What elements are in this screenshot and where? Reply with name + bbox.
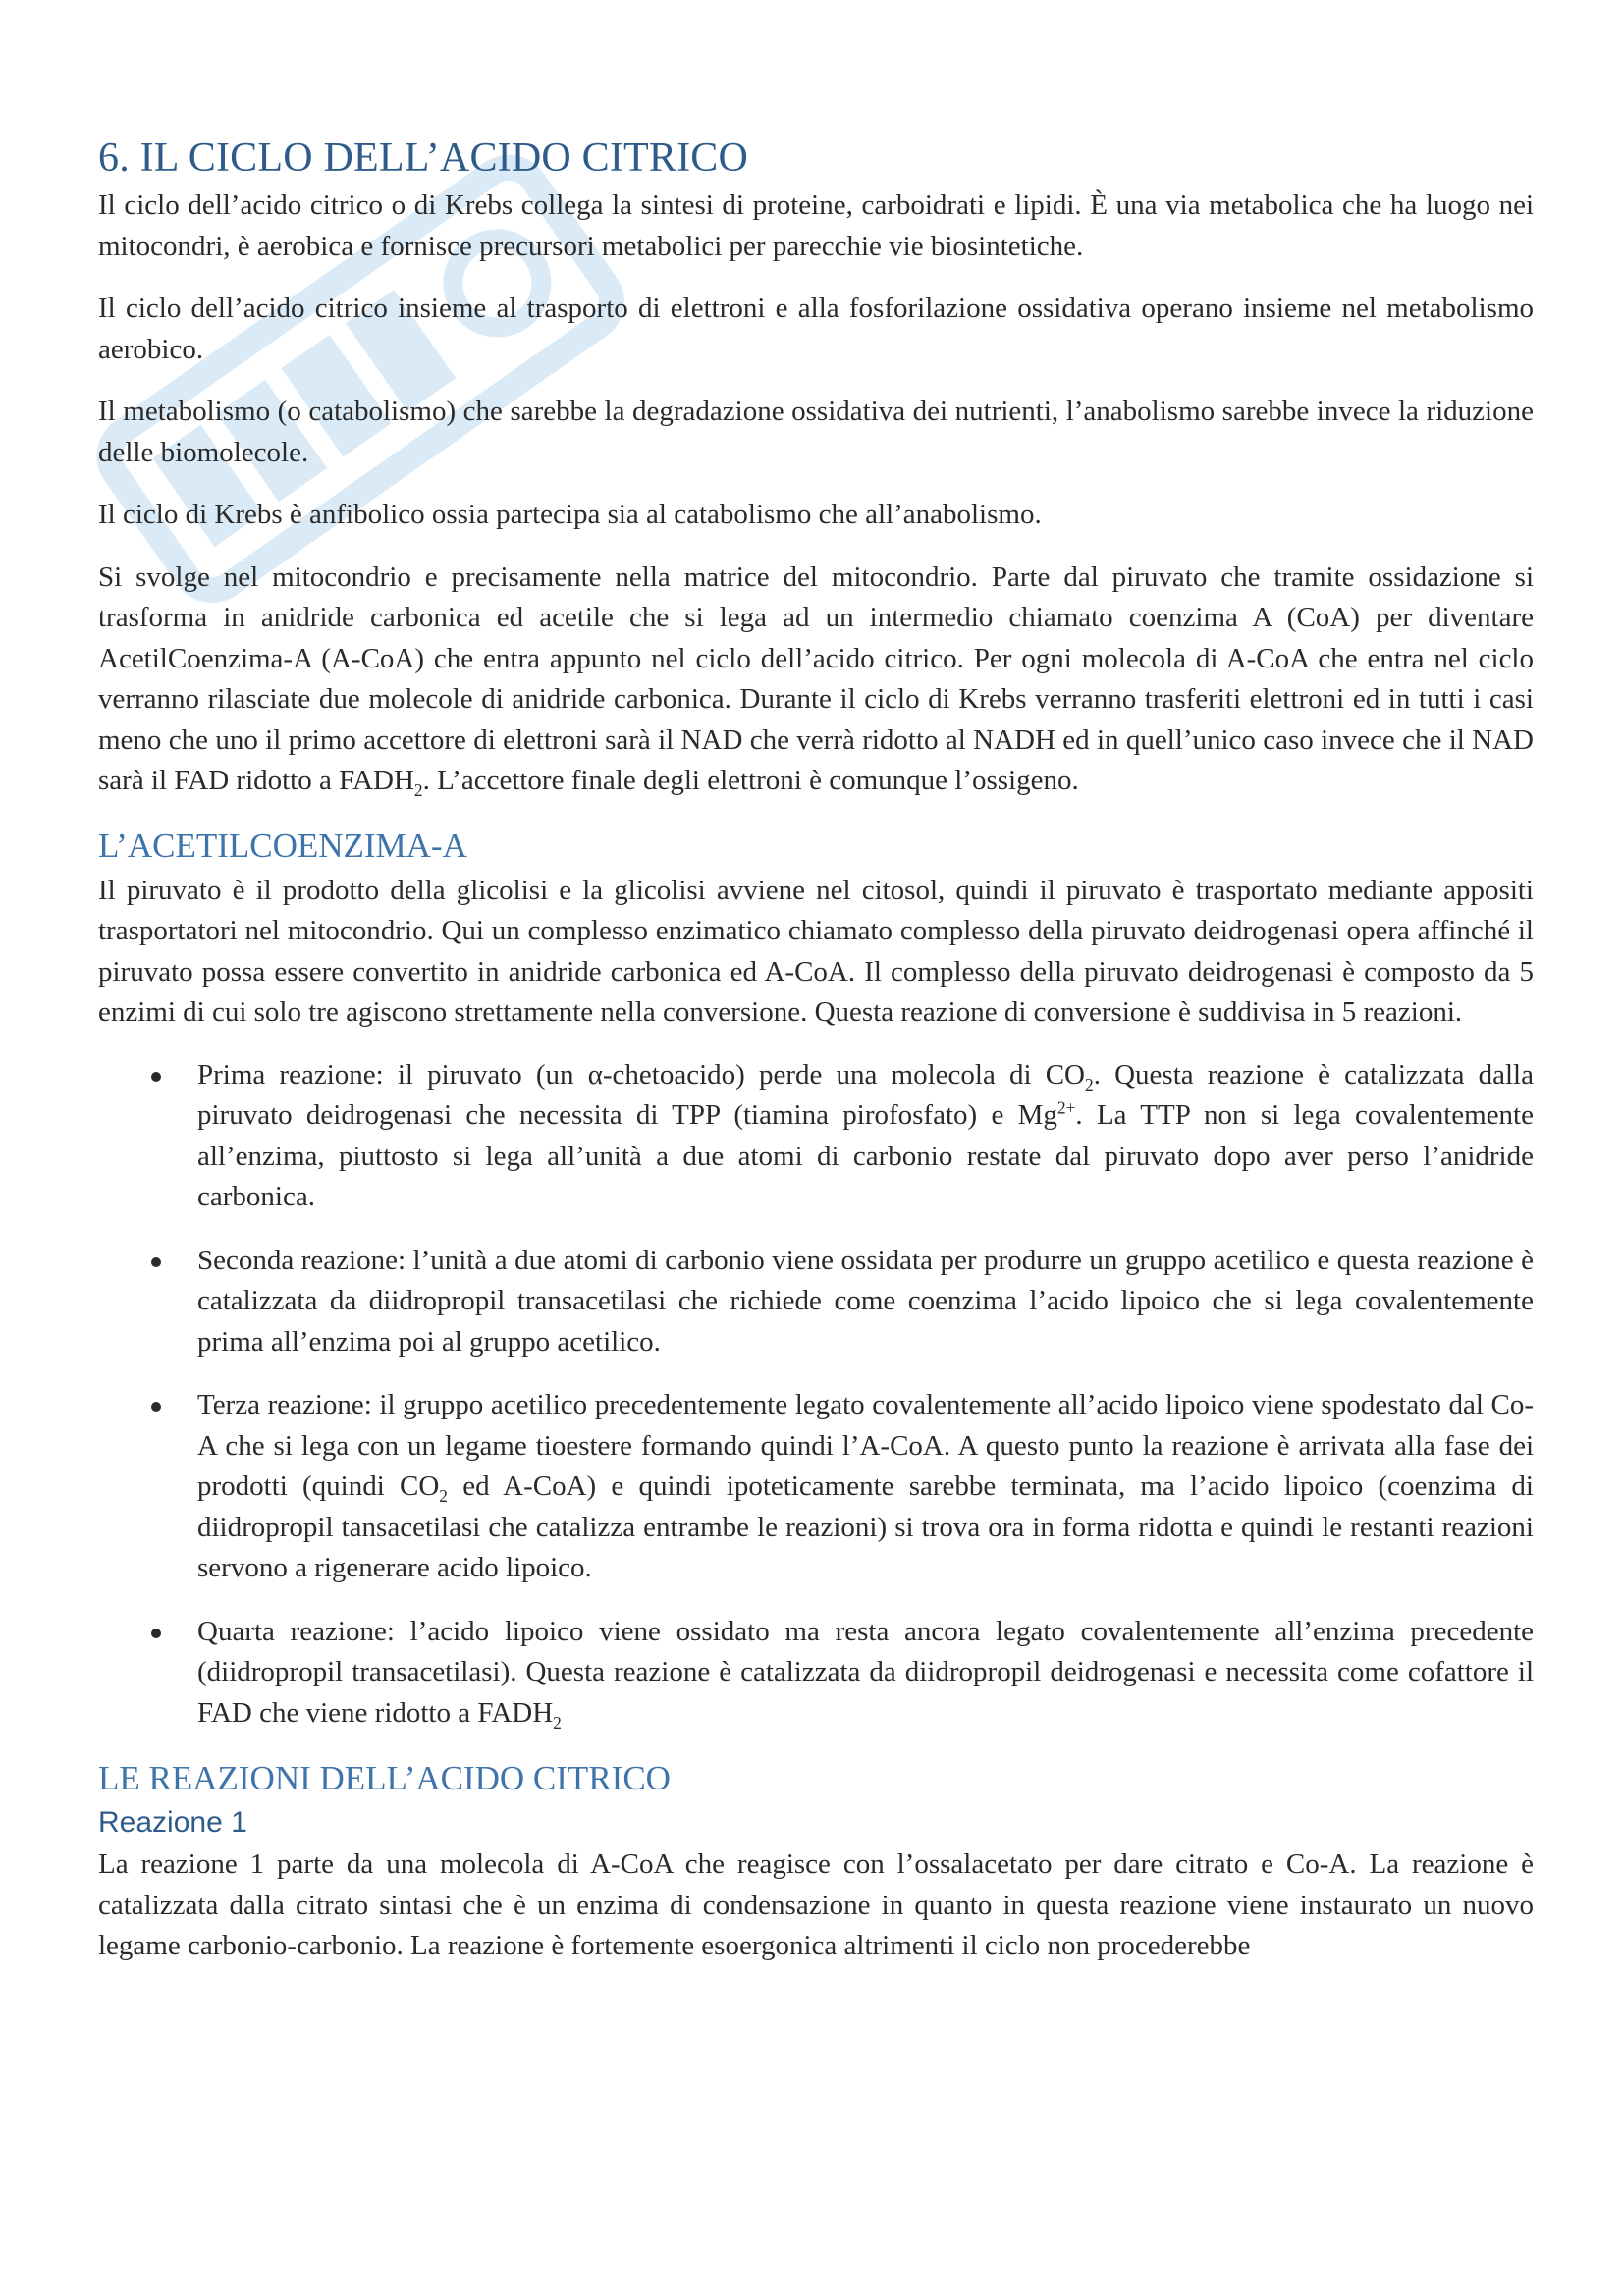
bullet-icon	[151, 1629, 161, 1638]
sub-heading-reazione-1: Reazione 1	[98, 1806, 247, 1839]
document-page	[98, 133, 1534, 1989]
section-heading-acetilcoenzima: L’ACETILCOENZIMA-A	[98, 826, 467, 865]
intro-paragraph: Il metabolismo (o catabolismo) che sarebbe la degradazione ossidativa dei nutrienti, l’anabolismo sarebbe invece la riduzione delle biomolecole.	[98, 396, 1534, 468]
bullet-icon	[151, 1257, 161, 1267]
section-paragraph: Il piruvato è il prodotto della glicolisi e la glicolisi avviene nel citosol, quindi il piruvato è trasportato mediante appositi trasportatori nel mitocondrio. Qui un complesso enzimatico chiamato complesso della piruvato deidrogenasi opera affinché il piruvato possa essere convertito in anidride carbonica ed A-CoA. Il complesso della piruvato deidrogenasi è composto da 5 enzimi di cui solo tre agiscono strettamente nella conversione. Questa reazione di conversione è suddivisa in 5 reazioni.	[98, 874, 1534, 1028]
list-item: Quarta reazione: l’acido lipoico viene ossidato ma resta ancora legato covalentemente all’enzima precedente (diidropropil transacetilasi). Questa reazione è catalizzata da diidropropil deidrogenasi e necessita come cofattore il FAD che viene ridotto a $FADH_2$	[98, 1612, 1534, 1735]
page-title: 6. IL CICLO DELL’ACIDO CITRICO	[98, 135, 749, 181]
intro-paragraph: Il ciclo dell’acido citrico insieme al trasporto di elettroni e alla fosforilazione ossidativa operano insieme nel metabolismo aerobico.	[98, 293, 1534, 365]
bullet-icon	[151, 1402, 161, 1412]
list-item: Seconda reazione: l’unità a due atomi di carbonio viene ossidata per produrre un gruppo acetilico e questa reazione è catalizzata da diidropropil transacetilasi che richiede come coenzima l’acido lipoico che si lega covalentemente prima all’enzima poi al gruppo acetilico.	[98, 1241, 1534, 1363]
intro-paragraph: Il ciclo dell’acido citrico o di Krebs collega la sintesi di proteine, carboidrati e lipidi. È una via metabolica che ha luogo nei mitocondri, è aerobica e fornisce precursori metabolici per parecchie vie biosintetiche.	[98, 189, 1534, 262]
reaction-list	[98, 1055, 1534, 1735]
list-item: Prima reazione: il piruvato (un α-chetoacido) perde una molecola di $CO_2$. Questa reazione è catalizzata dalla piruvato deidrogenasi che necessita di TPP (tiamina pirofosfato) e $Mg^{2+}$. La TTP non si lega covalentemente all’enzima, piuttosto si lega all’unità a due atomi di carbonio restate dal piruvato dopo aver perso l’anidride carbonica.	[98, 1055, 1534, 1218]
list-item: Terza reazione: il gruppo acetilico precedentemente legato covalentemente all’acido lipoico viene spodestato dal Co-A che si lega con un legame tioestere formando quindi l’A-CoA. A questo punto la reazione è arrivata alla fase dei prodotti (quindi $CO_2$ ed A-CoA) e quindi ipoteticamente sarebbe terminata, ma l’acido lipoico (coenzima di diidropropil tansacetilasi che catalizza entrambe le reazioni) si trova ora in forma ridotta e quindi le restanti reazioni servono a rigenerare acido lipoico.	[98, 1385, 1534, 1589]
bullet-icon	[151, 1072, 161, 1082]
section-heading-reazioni: LE REAZIONI DELL’ACIDO CITRICO	[98, 1759, 671, 1797]
intro-paragraph: Il ciclo di Krebs è anfibolico ossia partecipa sia al catabolismo che all’anabolismo.	[98, 499, 1042, 530]
section-paragraph: La reazione 1 parte da una molecola di A-CoA che reagisce con l’ossalacetato per dare citrato e Co-A. La reazione è catalizzata dalla citrato sintasi che è un enzima di condensazione in quanto in questa reazione viene instaurato un nuovo legame carbonio-carbonio. La reazione è fortemente esoergonica altrimenti il ciclo non procederebbe	[98, 1848, 1534, 1961]
intro-paragraph: Si svolge nel mitocondrio e precisamente nella matrice del mitocondrio. Parte dal piruvato che tramite ossidazione si trasforma in anidride carbonica ed acetile che si lega ad un intermedio chiamato coenzima A (CoA) per diventare AcetilCoenzima-A (A-CoA) che entra appunto nel ciclo dell’acido citrico. Per ogni molecola di A-CoA che entra nel ciclo verranno rilasciate due molecole di anidride carbonica. Durante il ciclo di Krebs verranno trasferiti elettroni ed in tutti i casi meno che uno il primo accettore di elettroni sarà il NAD che verrà ridotto al NADH ed in quell’unico caso invece che il NAD sarà il FAD ridotto a $FADH_2$. L’accettore finale degli elettroni è comunque l’ossigeno.	[98, 561, 1534, 800]
